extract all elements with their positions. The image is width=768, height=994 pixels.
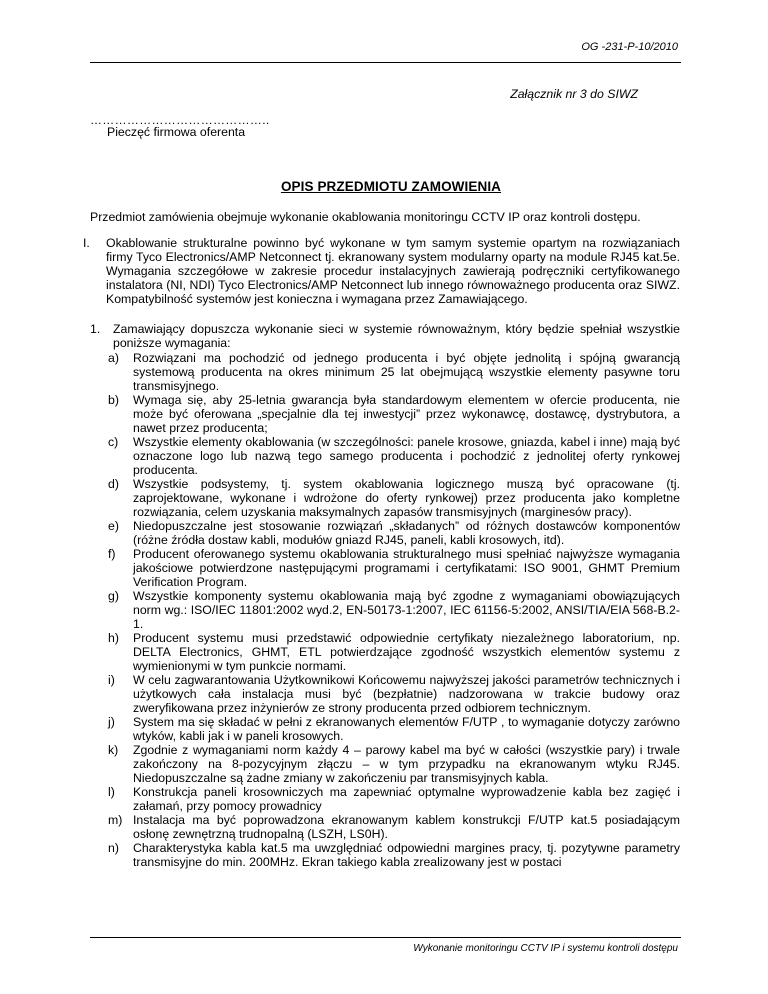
list-item <box>90 673 680 715</box>
item-letter: c) <box>108 435 119 449</box>
item-letter: j) <box>108 715 115 729</box>
item-text: System ma się składać w pełni z ekranowanych elementów F/UTP , to wymaganie dotyczy zarówno wtyków, kabli jak i w paneli krosowych. <box>133 715 680 743</box>
section-marker: I. <box>83 236 90 250</box>
item-text: Rozwiązani ma pochodzić od jednego producenta i być objęte jednolitą i spójną gwarancją systemową producenta na okres minimum 25 lat obejmującą wszystkie elementy pasywne toru transmisyjnego. <box>133 351 680 393</box>
annex-label: Załącznik nr 3 do SIWZ <box>510 87 638 101</box>
list-item <box>90 631 680 673</box>
intro-paragraph: Przedmiot zamówienia obejmuje wykonanie okablowania monitoringu CCTV IP oraz kontroli dostępu. <box>90 210 641 224</box>
item-text: Producent oferowanego systemu okablowania strukturalnego musi spełniać najwyższe wymagania jakościowe potwierdzone następującymi programami i certyfikatami: ISO 9001, GHMT Premium Verification Program. <box>133 547 680 589</box>
item-letter: n) <box>108 841 119 855</box>
requirement-lead: Zamawiający dopuszcza wykonanie sieci w systemie równoważnym, który będzie spełniał wszystkie poniższe wymagania: <box>113 322 680 350</box>
item-letter: d) <box>108 477 119 491</box>
item-letter: f) <box>108 547 116 561</box>
item-letter: l) <box>108 785 115 799</box>
item-text: Konstrukcja paneli krosowniczych ma zapewniać optymalne wyprowadzenie kabla bez zagięć i załamań, przy pomocy prowadnicy <box>133 785 680 813</box>
requirement-one <box>90 322 680 350</box>
document-reference: OG -231-P-10/2010 <box>581 41 678 53</box>
item-letter: h) <box>108 631 119 645</box>
item-letter: m) <box>108 813 123 827</box>
footer-divider <box>90 937 681 938</box>
item-text: Wymaga się, aby 25-letnia gwarancja była standardowym elementem w ofercie producenta, nie może być oferowana „specjalnie dla tej inwestycji” przez wykonawcę, dostawcę, dystrybutora, a nawet przez producenta; <box>133 393 680 435</box>
item-text: Charakterystyka kabla kat.5 ma uwzględniać odpowiedni margines pracy, tj. pozytywne parametry transmisyjne do min. 200MHz. Ekran takiego kabla zrealizowany jest w postaci <box>133 841 680 869</box>
item-letter: a) <box>108 351 119 365</box>
item-letter: i) <box>108 673 115 687</box>
list-item <box>90 715 680 743</box>
list-item <box>90 841 680 869</box>
requirement-marker: 1. <box>90 322 101 336</box>
item-text: Niedopuszczalne jest stosowanie rozwiązań „składanych” od różnych dostawców komponentów (różne źródła dostaw kabli, modułów gniazd RJ45, paneli, kabli krosowych, itd). <box>133 519 680 547</box>
seal-label: Pieczęć firmowa oferenta <box>107 125 246 139</box>
item-letter: b) <box>108 393 119 407</box>
header-divider <box>90 62 681 63</box>
item-text: Producent systemu musi przedstawić odpowiednie certyfikaty niezależnego laboratorium, np. DELTA Electronics, GHMT, ETL potwierdzające zgodność wszystkich elementów systemu z wymienionymi w tym punkcie normami. <box>133 631 680 673</box>
item-text: Wszystkie elementy okablowania (w szczególności: panele krosowe, gniazda, kabel i inne) mają być oznaczone logo lub nazwą tego samego producenta i pochodzić z jednolitej oferty rynkowej producenta. <box>133 435 680 477</box>
item-letter: k) <box>108 743 119 757</box>
item-text: Zgodnie z wymaganiami norm każdy 4 – parowy kabel ma być w całości (wszystkie pary) i trwale zakończony na 8-pozycyjnym złączu – w tym przypadku na ekranowanym wtyku RJ45. Niedopuszczalne są żadne zmiany w zakończeniu par transmisyjnych kabla. <box>133 743 680 785</box>
page-title: OPIS PRZEDMIOTU ZAMOWIENIA <box>280 179 502 194</box>
item-text: Wszystkie podsystemy, tj. system okablowania logicznego muszą być opracowane (tj. zaprojektowane, wykonane i wdrożone do oferty rynkowej) przez producenta jako kompletne rozwiązania, celem uzyskania maksymalnych zapasów transmisyjnych (marginesów pracy). <box>133 477 680 519</box>
list-item <box>90 393 680 435</box>
list-item <box>90 519 680 547</box>
list-item <box>90 477 680 519</box>
list-item <box>90 547 680 589</box>
list-item <box>90 743 680 785</box>
item-text: W celu zagwarantowania Użytkownikowi Końcowemu najwyższej jakości parametrów technicznych i użytkowych cała instalacja musi być (bezpłatnie) nadzorowana w trakcie budowy oraz zweryfikowana przez inżynierów ze strony producenta przed odbiorem technicznym. <box>133 673 680 715</box>
item-text: Instalacja ma być poprowadzona ekranowanym kablem konstrukcji F/UTP kat.5 posiadającym osłonę zewnętrzną trudnopalną (LSZH, LS0H). <box>133 813 680 841</box>
list-item <box>90 785 680 813</box>
footer-text: Wykonanie monitoringu CCTV IP i systemu kontroli dostępu <box>413 943 678 954</box>
list-item <box>90 435 680 477</box>
list-item <box>90 351 680 393</box>
section-one <box>83 236 680 306</box>
requirement-list <box>90 351 680 869</box>
section-text: Okablowanie strukturalne powinno być wykonane w tym samym systemie opartym na rozwiązaniach firmy Tyco Electronics/AMP Netconnect tj. ekranowany system modularny oparty na module RJ45 kat.5e. Wymagania szczegółowe w zakresie procedur instalacyjnych zawierają podręczniki certyfikowanego instalatora (NI, NDI) Tyco Electronics/AMP Netconnect lub innego równoważnego producenta oraz SIWZ. Kompatybilność systemów jest konieczna i wymagana przez Zamawiającego. <box>106 236 680 306</box>
list-item <box>90 589 680 631</box>
item-letter: e) <box>108 519 119 533</box>
list-item <box>90 813 680 841</box>
seal-dotted-line: …………………………………….. <box>90 113 270 127</box>
item-letter: g) <box>108 589 119 603</box>
item-text: Wszystkie komponenty systemu okablowania mają być zgodne z wymaganiami obowiązujących norm wg.: ISO/IEC 11801:2002 wyd.2, EN-50173-1:2007, IEC 61156-5:2002, ANSI/TIA/EIA 568-B.2-1. <box>133 589 680 631</box>
